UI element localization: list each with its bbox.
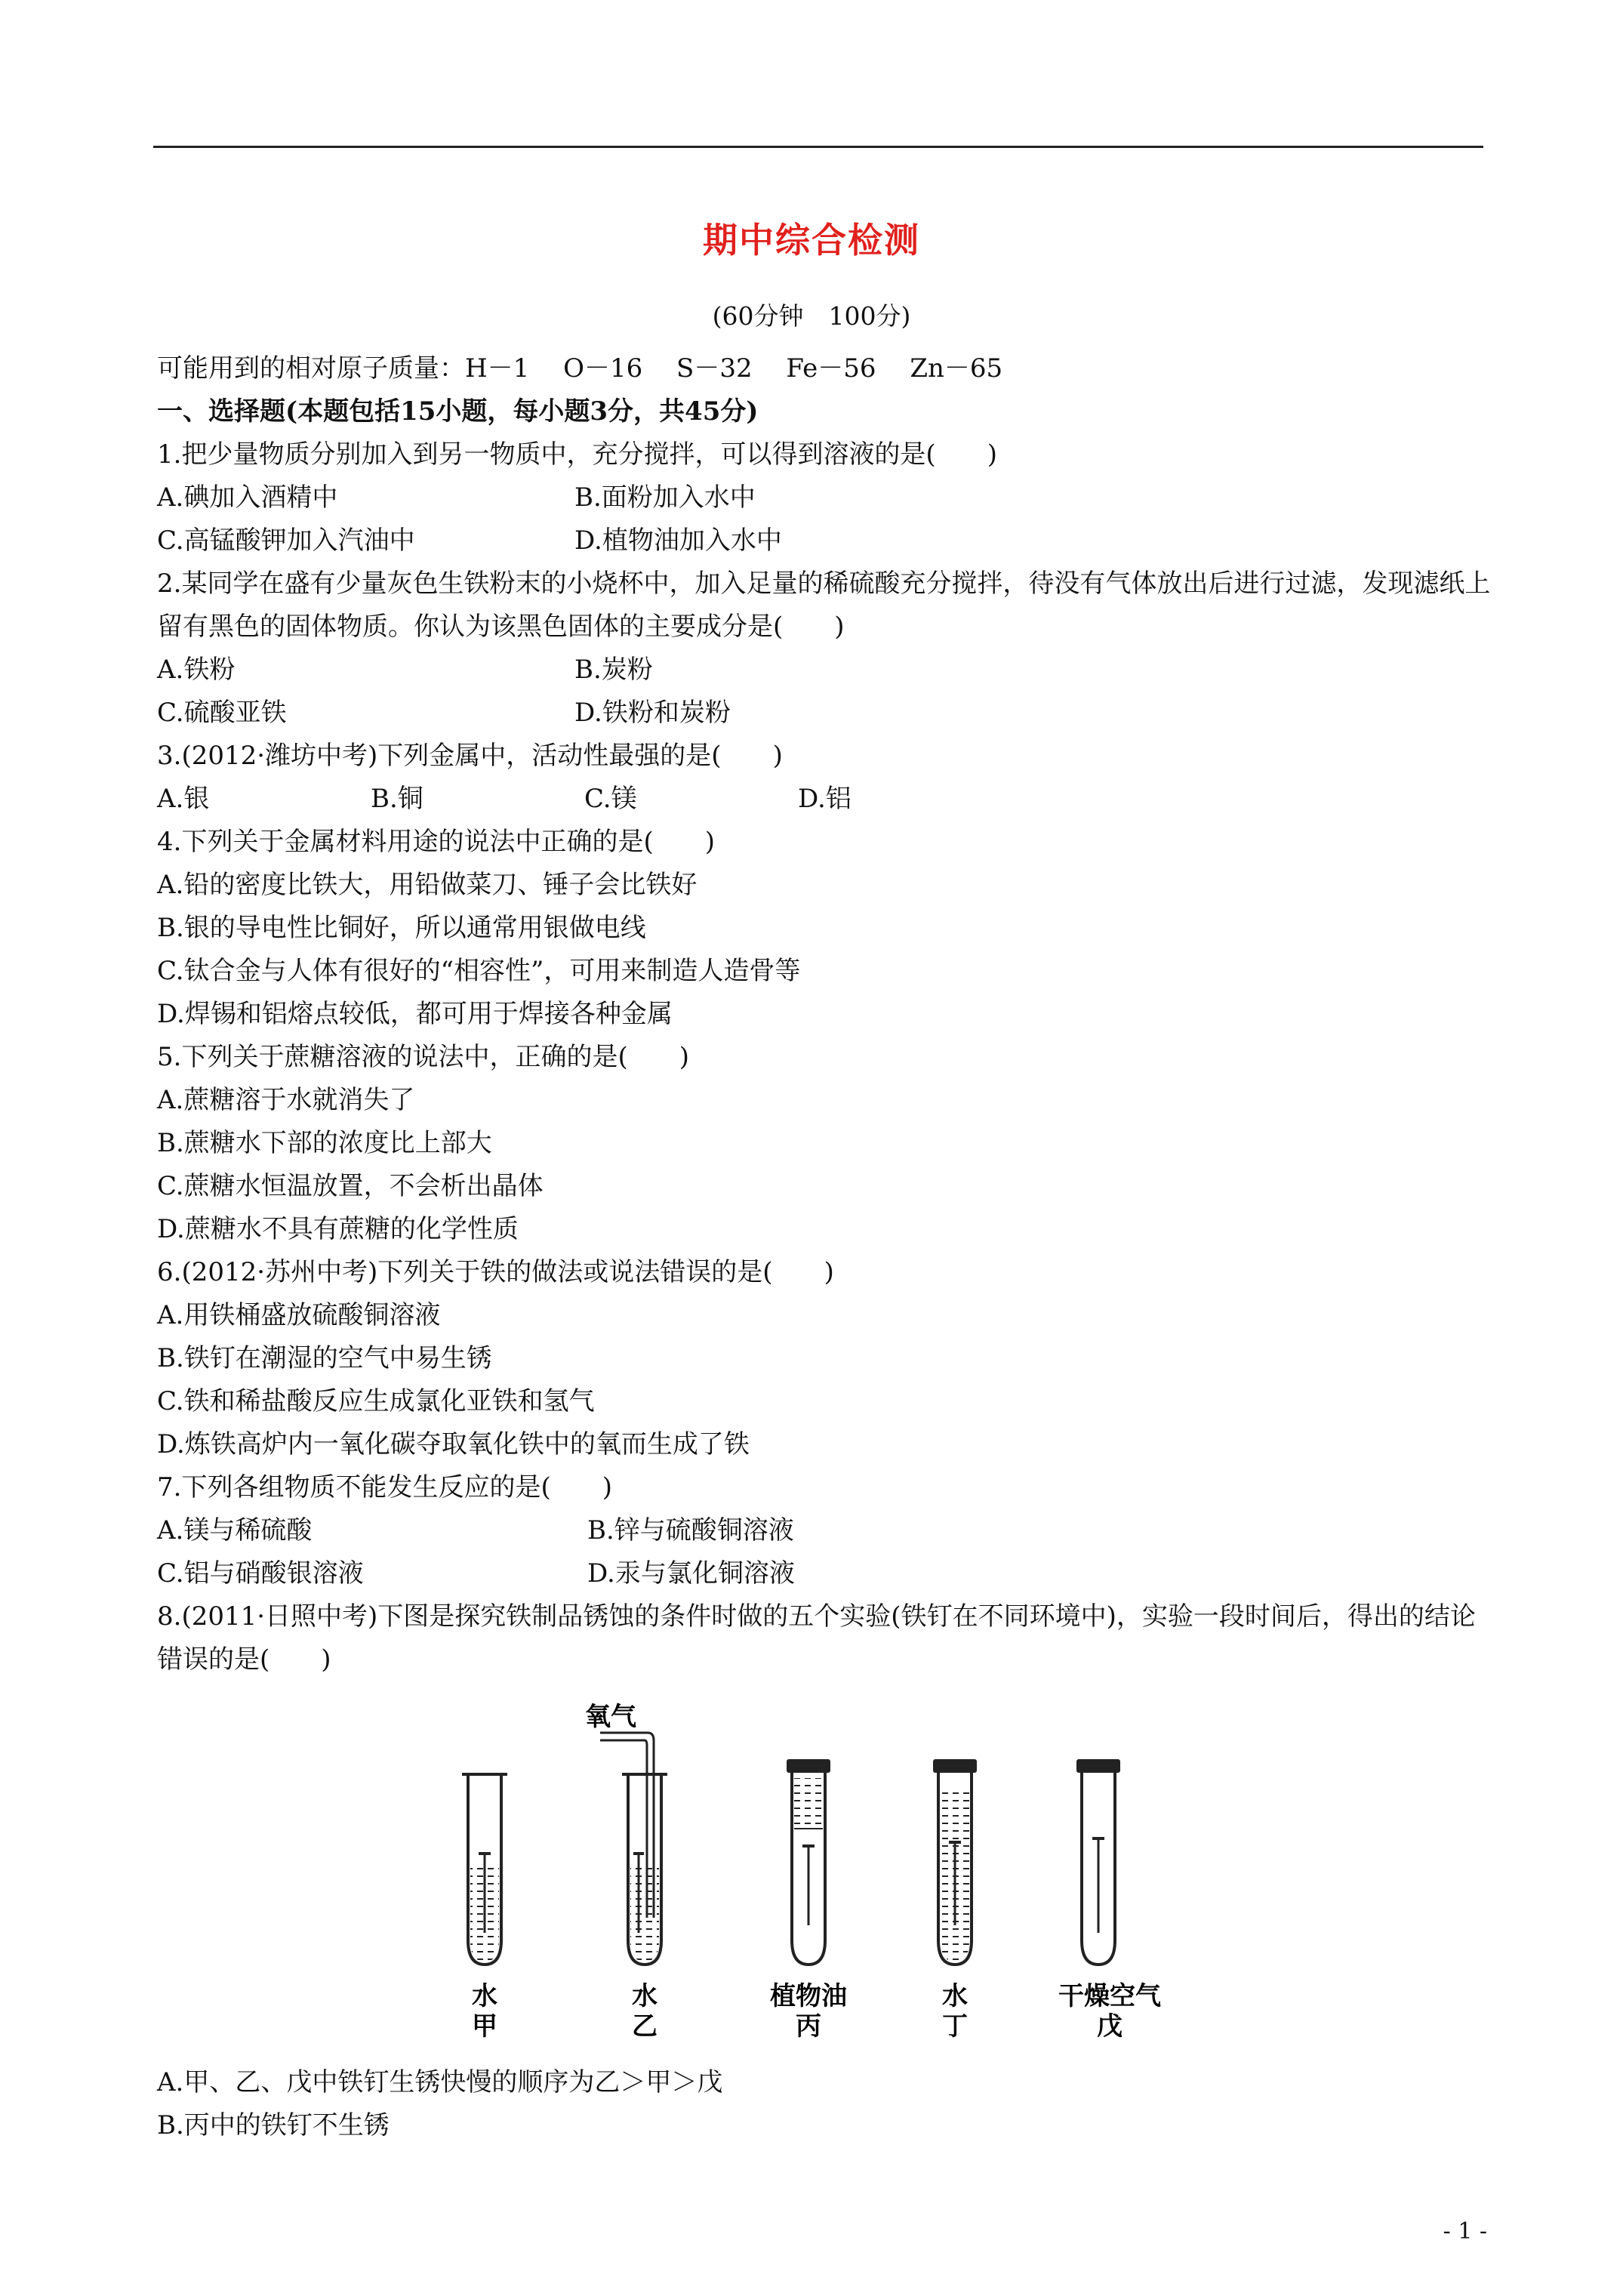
question-2-options-row2	[157, 692, 1493, 735]
question-7-options-row1	[157, 1509, 1493, 1552]
option-b: B.炭粉	[574, 655, 653, 685]
option-d: D.铝	[798, 784, 852, 814]
question-1-stem: 1.把少量物质分别加入到另一物质中，充分搅拌，可以得到溶液的是( )	[157, 439, 997, 470]
page-title: 期中综合检测	[703, 220, 920, 260]
question-7-stem: 7.下列各组物质不能发生反应的是( )	[157, 1472, 612, 1502]
question-3-options	[157, 778, 1493, 821]
option-a: A.银	[157, 784, 210, 814]
option-a: A.铁粉	[157, 655, 236, 685]
question-5-stem: 5.下列关于蔗糖溶液的说法中，正确的是( )	[157, 1042, 689, 1072]
question-8-stem: 8.(2011·日照中考)下图是探究铁制品锈蚀的条件时做的五个实验(铁钉在不同环境中)，实验一段时间后，得出的结论错误的是( )	[157, 1601, 1476, 1675]
exam-duration-score: (60分钟 100分)	[712, 301, 911, 331]
section-heading: 一、选择题(本题包括15小题，每小题3分，共45分)	[157, 396, 759, 427]
option-b: B.铜	[371, 784, 423, 814]
option-b: B.银的导电性比铜好，所以通常用银做电线	[157, 913, 646, 943]
option-b: B.面粉加入水中	[574, 482, 756, 513]
tube-name-label: 甲	[472, 2011, 497, 2039]
option-a: A.碘加入酒精中	[157, 482, 338, 513]
tube-name-label: 戊	[1097, 2011, 1123, 2039]
option-a: A.用铁桶盛放硫酸铜溶液	[157, 1300, 441, 1330]
option-a: A.镁与稀硫酸	[157, 1515, 313, 1546]
option-b: B.锌与硫酸铜溶液	[587, 1515, 794, 1546]
option-c: C.镁	[584, 784, 637, 814]
question-1-options-row1	[157, 476, 1493, 519]
option-a: A.铅的密度比铁大，用铅做菜刀、锤子会比铁好	[157, 870, 698, 900]
question-2-options-row1	[157, 649, 1493, 692]
tube-medium-label: 干燥空气	[1058, 1981, 1161, 2011]
option-d: D.炼铁高炉内一氧化碳夺取氧化铁中的氧而生成了铁	[157, 1429, 750, 1459]
tube-name-label: 丙	[796, 2011, 821, 2039]
option-d: D.蔗糖水不具有蔗糖的化学性质	[157, 1214, 519, 1244]
test-tube-wu	[1076, 1759, 1120, 1965]
test-tube-bing	[787, 1759, 830, 1965]
tube-medium-label: 水	[942, 1981, 968, 2011]
atomic-masses: 可能用到的相对原子质量：H－1 O－16 S－32 Fe－56 Zn－65	[157, 353, 1003, 384]
question-7-options-row2	[157, 1552, 1493, 1595]
tube-medium-label: 水	[632, 1981, 658, 2011]
test-tube-jia	[462, 1774, 507, 1965]
option-c: C.硫酸亚铁	[157, 698, 287, 728]
oxygen-label: 氧气	[585, 1702, 636, 1732]
rusting-experiment-figure	[423, 1691, 1208, 2039]
option-d: D.植物油加入水中	[574, 525, 782, 556]
option-d: D.焊锡和铝熔点较低，都可用于焊接各种金属	[157, 999, 673, 1029]
option-b: B.蔗糖水下部的浓度比上部大	[157, 1128, 492, 1158]
option-c: C.高锰酸钾加入汽油中	[157, 525, 415, 556]
tube-name-label: 丁	[942, 2011, 968, 2039]
test-tube-ding	[933, 1759, 977, 1965]
question-1-options-row2	[157, 519, 1493, 562]
option-c: C.铁和稀盐酸反应生成氯化亚铁和氢气	[157, 1386, 595, 1416]
question-2-stem: 2.某同学在盛有少量灰色生铁粉末的小烧杯中，加入足量的稀硫酸充分搅拌，待没有气体放出后进行过滤，发现滤纸上留有黑色的固体物质。你认为该黑色固体的主要成分是( )	[157, 569, 1491, 642]
test-tube-yi	[600, 1733, 667, 1965]
option-a: A.蔗糖溶于水就消失了	[157, 1085, 415, 1115]
question-3-stem: 3.(2012·潍坊中考)下列金属中，活动性最强的是( )	[157, 741, 783, 771]
question-4-stem: 4.下列关于金属材料用途的说法中正确的是( )	[157, 827, 715, 857]
tube-name-label: 乙	[632, 2011, 658, 2039]
option-b: B.丙中的铁钉不生锈	[157, 2110, 390, 2140]
option-c: C.铝与硝酸银溶液	[157, 1558, 364, 1589]
exam-body	[157, 347, 1493, 1681]
header-rule	[153, 146, 1483, 148]
option-c: C.蔗糖水恒温放置，不会析出晶体	[157, 1171, 544, 1201]
option-d: D.汞与氯化铜溶液	[587, 1558, 795, 1589]
option-a: A.甲、乙、戊中铁钉生锈快慢的顺序为乙＞甲＞戊	[157, 2067, 723, 2097]
tube-medium-label: 水	[472, 1981, 497, 2011]
question-6-stem: 6.(2012·苏州中考)下列关于铁的做法或说法错误的是( )	[157, 1257, 834, 1287]
tube-medium-label: 植物油	[770, 1981, 847, 2011]
option-b: B.铁钉在潮湿的空气中易生锈	[157, 1343, 492, 1373]
page-number: - 1 -	[1443, 2218, 1487, 2245]
question-8-options	[157, 2061, 1493, 2147]
option-d: D.铁粉和炭粉	[574, 698, 731, 728]
option-c: C.钛合金与人体有很好的“相容性”，可用来制造人造骨等	[157, 956, 801, 986]
